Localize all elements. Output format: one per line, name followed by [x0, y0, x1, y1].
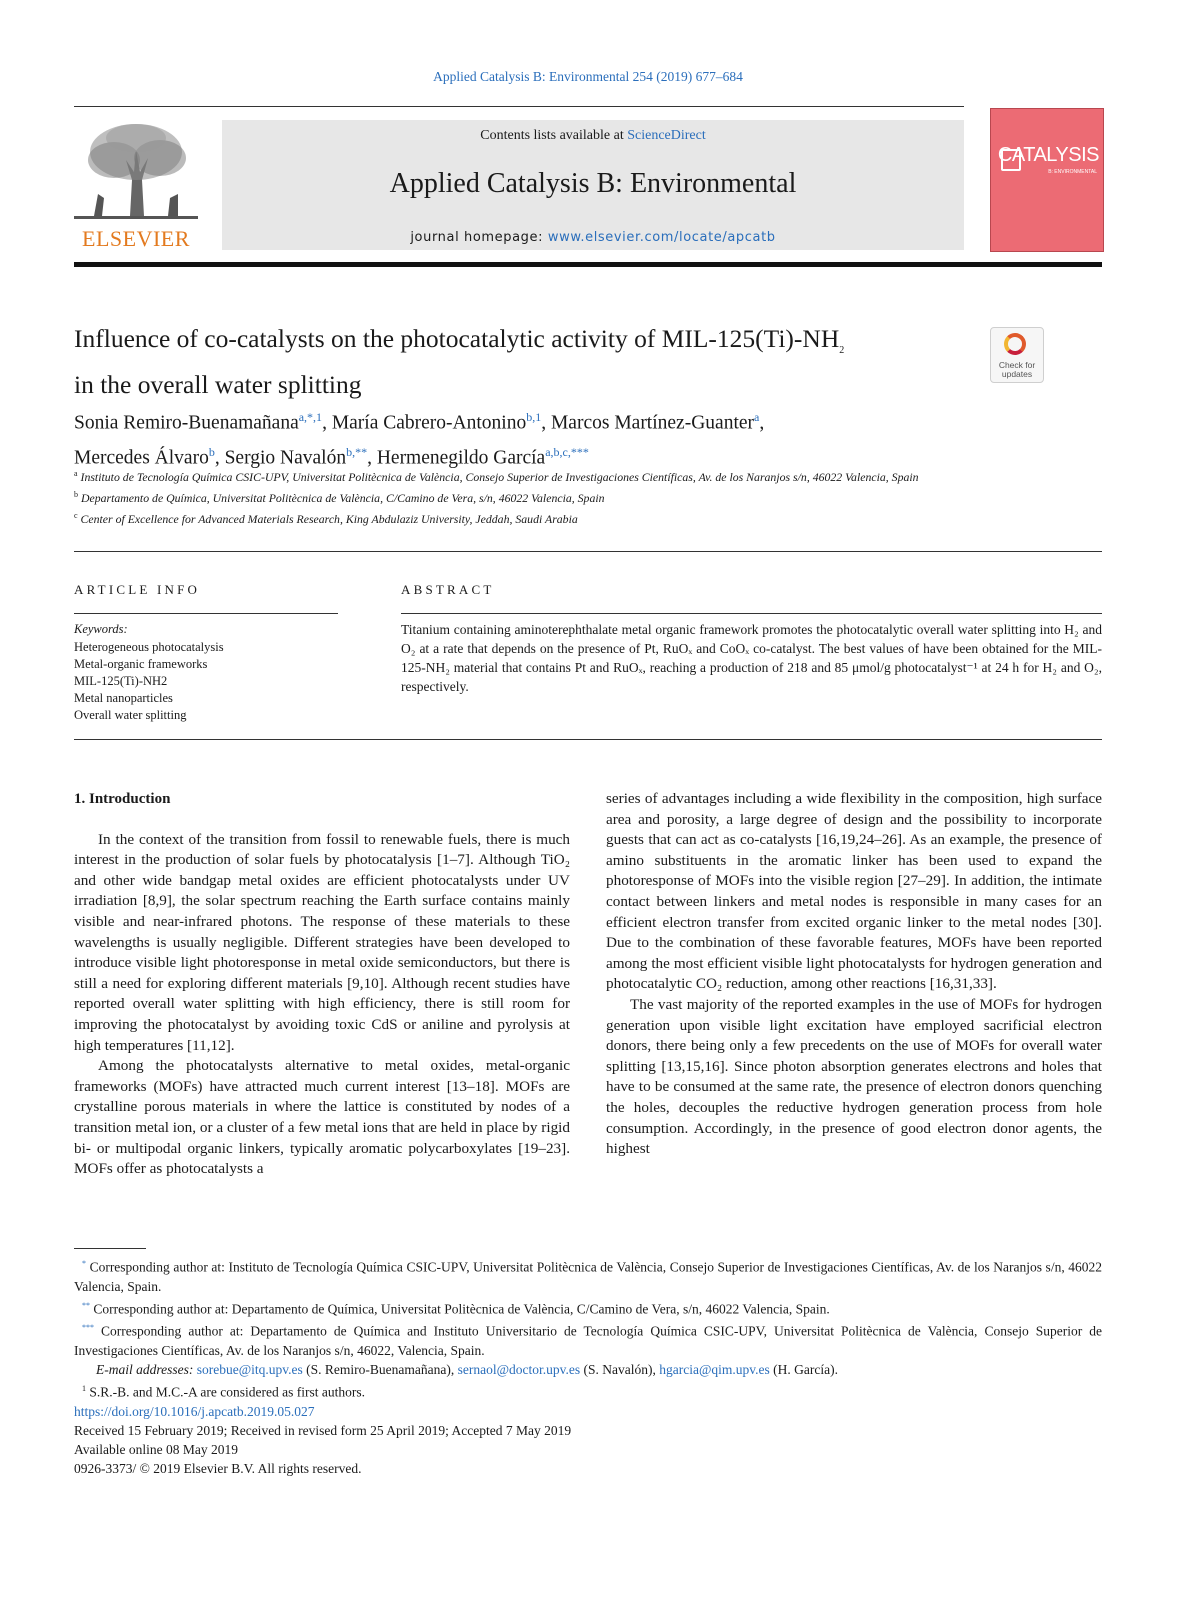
doi-link[interactable]: https://doi.org/10.1016/j.apcatb.2019.05.027	[74, 1404, 315, 1419]
keyword-item: Metal-organic frameworks	[74, 657, 208, 671]
footnote-mark: *	[82, 1259, 86, 1268]
keyword-item: Heterogeneous photocatalysis	[74, 640, 224, 654]
author-affil-mark[interactable]: a	[754, 410, 760, 424]
paragraph: The vast majority of the reported examples in the use of MOFs for hydrogen generation upon visible light excitation have employed sacrificial electron donors, there being only a few precedents on the use of MOFs for overall water splitting [13,15,16]. Since photon absorption generates electrons and holes that have to be consumed at the same rate, the presence of electron donors quenching the holes, decouples the reductive hydrogen generation process from hole consumption. Accordingly, in the presence of good electron donor agents, the highest	[606, 995, 1102, 1158]
abstract-text: Titanium containing aminoterephthalate metal organic framework promotes the photocatalytic overall water splitting into H₂ and O₂ at a rate that depends on the presence of Pt, RuOₓ and CoOₓ co-catalyst. The best values of have been obtained for the MIL-125-NH₂ material that contains Pt and RuOₓ, reaching a production of 218 and 85 μmol/g photocatalyst⁻¹ at 24 h for H₂ and O₂, respectively.	[401, 622, 1102, 694]
affiliation-mark: c	[74, 510, 78, 520]
section-rule	[74, 551, 1102, 552]
paragraph: series of advantages including a wide flexibility in the composition, high surface area and porosity, a large degree of design and the possibility to incorporate guests that can act as co-catalysts [16,19,24–26]. As an example, the presence of amino substituents in the aromatic linker has been used to expand the photoresponse of MOFs into the visible region [27–29]. In addition, the intimate contact between linkers and metal nodes is responsible in many cases for an efficient electron transfer from excited organic linker to the metal nodes [30]. Due to the combination of these favorable features, MOFs have been reported among the most efficient visible light photocatalysts for hydrogen generation and photocatalytic CO₂ reduction, among other reactions [16,31,33].	[606, 790, 1102, 993]
email-owner: (S. Navalón),	[580, 1361, 660, 1377]
journal-banner	[222, 120, 964, 250]
affiliation-item	[74, 507, 1102, 528]
footnote-text: Corresponding author at: Departamento de Química and Instituto Universitario de Tecnología Química CSIC-UPV, Universitat Politècnica de València, Consejo Superior de Investigaciones Científicas, Av. de los Naranjos s/n, 46022, Valencia, Spain.	[74, 1323, 1103, 1358]
author-affil-mark[interactable]: a,*,1	[298, 410, 323, 424]
footnote-mark: **	[82, 1300, 90, 1310]
author-affil-mark[interactable]: b,**	[346, 444, 368, 459]
journal-title: Applied Catalysis B: Environmental	[389, 168, 797, 199]
homepage-line	[222, 230, 964, 245]
sciencedirect-link[interactable]: ScienceDirect	[627, 128, 706, 143]
cover-title: CATALYSIS	[997, 144, 1099, 166]
author-name[interactable]: Sergio Navalón	[224, 447, 347, 468]
elsevier-wordmark: ELSEVIER	[82, 226, 190, 251]
right-column	[606, 789, 1102, 1160]
cover-subtitle: B: ENVIRONMENTAL	[1048, 169, 1097, 175]
check-updates-label: Check for updates	[998, 360, 1036, 379]
header-rule	[74, 262, 1102, 267]
title-line1: Influence of co-catalysts on the photocatalytic activity of MIL-125(Ti)-NH	[74, 324, 840, 353]
paragraph: Among the photocatalysts alternative to metal oxides, metal-organic frameworks (MOFs) have attracted much current interest [13–18]. MOFs are crystalline porous materials in where the lattice is constituted by nodes of a transition metal ion, or a cluster of a few metal ions that are held in place by rigid bi- or multipodal organic linkers, typically aromatic polycarboxylates [19–23]. MOFs offer as photocatalysts a	[74, 1057, 570, 1178]
abstract-rule	[401, 613, 1102, 614]
affiliation-text: Center of Excellence for Advanced Materials Research, King Abdulaziz University, Jeddah, Saudi Arabia	[80, 511, 578, 526]
affiliation-item	[74, 486, 1102, 507]
affiliation-text: Instituto de Tecnología Química CSIC-UPV, Universitat Politècnica de València, Consejo Superior de Investigaciones Científicas, Av. de los Naranjos s/n, 46022 Valencia, Spain	[80, 469, 919, 484]
author-name[interactable]: Marcos Martínez-Guanter	[550, 412, 755, 434]
email-label: E-mail addresses:	[96, 1361, 194, 1377]
section-heading: 1. Introduction	[74, 791, 171, 807]
received-dates: Received 15 February 2019; Received in revised form 25 April 2019; Accepted 7 May 2019	[74, 1423, 572, 1438]
article-meta	[74, 1402, 774, 1478]
check-updates-icon	[1004, 333, 1026, 355]
left-column	[74, 789, 570, 1180]
footnotes	[74, 1254, 1102, 1401]
section-rule	[74, 739, 1102, 740]
author-list: Sonia Remiro-Buenamañana$^{a,*,1}$, María Cabrero-Antonino$^{b,1}$, Marcos Martínez-Guanter$^a$, Mercedes Álvaro$^b$, Sergio Navalón$^{b,**}$, Hermenegildo García$^{a,b,c,***}$	[74, 410, 765, 468]
homepage-link[interactable]: www.elsevier.com/locate/apcatb	[547, 230, 776, 245]
copyright: 0926-3373/ © 2019 Elsevier B.V. All rights reserved.	[74, 1461, 362, 1476]
abstract-heading: ABSTRACT	[401, 582, 495, 597]
affiliation-text: Departamento de Química, Universitat Politècnica de València, C/Camino de Vera, s/n, 46022 Valencia, Spain	[80, 490, 605, 505]
footnote-text: S.R.-B. and M.C.-A are considered as first authors.	[89, 1384, 365, 1399]
elsevier-logo	[74, 120, 198, 252]
author-name[interactable]: Mercedes Álvaro	[74, 447, 209, 468]
keywords-label: Keywords:	[74, 622, 128, 636]
author-affil-mark[interactable]: b,1	[526, 410, 542, 424]
available-online: Available online 08 May 2019	[74, 1442, 238, 1457]
check-for-updates-button[interactable]	[990, 327, 1044, 383]
elsevier-tree-icon	[74, 120, 198, 224]
affiliation-item	[74, 465, 1102, 486]
affiliations	[74, 465, 1102, 528]
keyword-item: MIL-125(Ti)-NH2	[74, 674, 168, 688]
email-link[interactable]: hgarcia@qim.upv.es	[659, 1361, 770, 1377]
email-link[interactable]: sernaol@doctor.upv.es	[457, 1361, 581, 1377]
keyword-item: Overall water splitting	[74, 708, 187, 722]
footnote-rule	[74, 1248, 146, 1249]
keywords-list	[74, 639, 338, 724]
article-info-heading: ARTICLE INFO	[74, 582, 201, 597]
footnote-text: Corresponding author at: Departamento de Química, Universitat Politècnica de València, C/Camino de Vera, s/n, 46022 Valencia, Spain.	[93, 1301, 830, 1316]
email-owner: (S. Remiro-Buenamañana),	[302, 1361, 458, 1377]
title-subscript: 2	[839, 345, 845, 357]
footnote-text: Corresponding author at: Instituto de Tecnología Química CSIC-UPV, Universitat Politècnica de València, Consejo Superior de Investigaciones Científicas, Av. de los Naranjos s/n, 46022 Valencia, Spain.	[74, 1259, 1103, 1294]
author-affil-mark[interactable]: b	[208, 444, 215, 459]
contents-prefix: Contents lists available at	[480, 128, 628, 143]
author-name[interactable]: Sonia Remiro-Buenamañana	[74, 412, 299, 434]
journal-reference-link[interactable]: Applied Catalysis B: Environmental 254 (2019) 677–684	[433, 69, 743, 84]
homepage-prefix: journal homepage:	[410, 230, 548, 245]
email-link[interactable]: sorebue@itq.upv.es	[196, 1361, 303, 1377]
footnote-mark: 1	[82, 1383, 86, 1393]
keyword-item: Metal nanoparticles	[74, 691, 173, 705]
contents-line	[222, 128, 964, 144]
author-name[interactable]: María Cabrero-Antonino	[331, 412, 527, 434]
paragraph: In the context of the transition from fossil to renewable fuels, there is much interest in the production of solar fuels by photocatalysis [1–7]. Although TiO₂ and other wide bandgap metal oxides are efficient photocatalysts under UV irradiation [8,9], the solar spectrum reaching the Earth surface contains mainly visible and near-infrared photons. The response of these materials to these wavelengths is usually negligible. Different strategies have been developed to introduce visible light photoresponse in metal oxide semiconductors, but there is still a need for exploring different materials [9,10]. Although recent studies have reported overall water splitting with high efficiency, there is still room for improving the photocatalyst by avoiding toxic CdS or aniline and pyrolysis at high temperatures [11,12].	[74, 830, 570, 1054]
affiliation-mark: a	[74, 469, 78, 478]
footnote-mark: ***	[82, 1323, 94, 1332]
email-owner: (H. García).	[769, 1361, 839, 1377]
journal-cover[interactable]	[990, 108, 1104, 252]
title-line2: in the overall water splitting	[74, 370, 362, 400]
author-affil-mark[interactable]: a,b,c,***	[545, 444, 589, 459]
affiliation-mark: b	[74, 489, 78, 499]
article-info-rule	[74, 613, 338, 614]
top-rule	[74, 106, 964, 107]
article-title	[74, 322, 964, 402]
author-name[interactable]: Hermenegildo García	[376, 447, 546, 468]
